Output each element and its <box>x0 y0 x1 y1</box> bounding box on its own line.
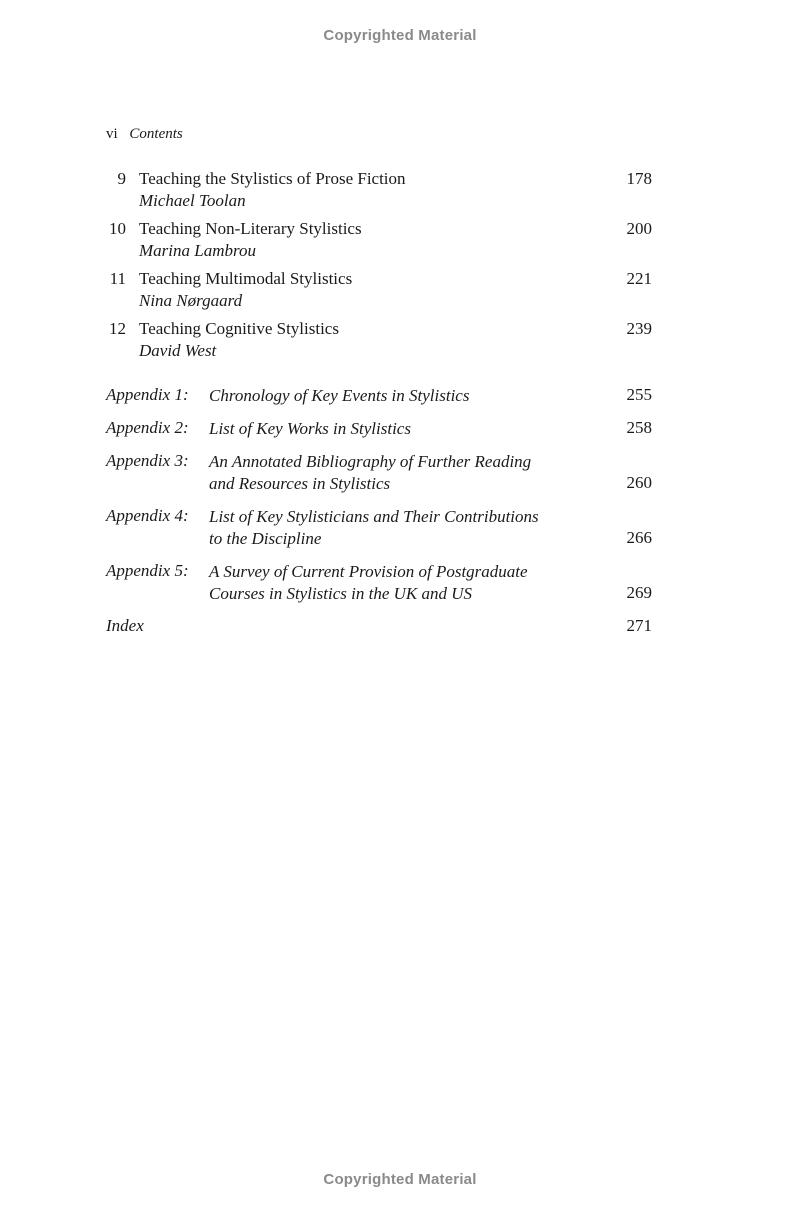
appendix-title-line: and Resources in Stylistics <box>209 474 391 493</box>
appendix-title: Chronology of Key Events in Stylistics <box>209 386 470 405</box>
toc-appendix[interactable] <box>106 506 652 561</box>
toc-appendix[interactable] <box>106 418 652 451</box>
chapter-author: Nina Nørgaard <box>139 291 243 310</box>
appendix-title <box>209 451 531 495</box>
chapter-list <box>106 169 652 369</box>
chapter-author: Marina Lambrou <box>139 241 256 260</box>
toc-chapter[interactable] <box>106 269 652 319</box>
toc-appendix[interactable] <box>106 451 652 506</box>
appendix-title-line: Courses in Stylistics in the UK and US <box>209 584 473 603</box>
running-head-title: Contents <box>129 126 183 142</box>
appendix-label: Appendix 2: <box>106 418 189 437</box>
appendix-page: 266 <box>626 528 652 547</box>
appendix-label: Appendix 4: <box>106 506 189 525</box>
chapter-title: Teaching Non-Literary Stylistics <box>139 219 362 238</box>
toc-appendix[interactable] <box>106 561 652 616</box>
page-folio: vi <box>106 126 118 142</box>
toc-chapter[interactable] <box>106 219 652 269</box>
running-head <box>106 126 183 143</box>
appendix-label: Appendix 5: <box>106 561 189 580</box>
appendix-title-line: List of Key Stylisticians and Their Contributions <box>209 507 539 526</box>
appendix-label: Appendix 1: <box>106 385 189 404</box>
copyright-watermark-top: Copyrighted Material <box>323 27 477 44</box>
index-label: Index <box>106 616 144 635</box>
chapter-page: 221 <box>626 269 652 288</box>
copyright-watermark-bottom: Copyrighted Material <box>323 1171 477 1188</box>
appendix-title-line: to the Discipline <box>209 529 322 548</box>
chapter-page: 200 <box>626 219 652 238</box>
appendix-page: 269 <box>626 583 652 602</box>
appendix-page: 258 <box>626 418 652 437</box>
chapter-number: 9 <box>117 169 126 188</box>
appendix-title <box>209 561 528 605</box>
appendix-title <box>209 506 539 550</box>
appendix-page: 255 <box>626 385 652 404</box>
appendix-page: 260 <box>626 473 652 492</box>
chapter-number: 11 <box>109 269 126 288</box>
chapter-page: 178 <box>626 169 652 188</box>
appendix-label: Appendix 3: <box>106 451 189 470</box>
index-page: 271 <box>626 616 652 635</box>
toc-appendix[interactable] <box>106 385 652 418</box>
appendix-title-line: An Annotated Bibliography of Further Reading <box>209 452 532 471</box>
appendix-title-line: A Survey of Current Provision of Postgraduate <box>209 562 528 581</box>
chapter-title: Teaching Multimodal Stylistics <box>139 269 353 288</box>
chapter-author: David West <box>139 341 217 360</box>
chapter-author: Michael Toolan <box>139 191 246 210</box>
toc-index[interactable] <box>106 616 652 649</box>
chapter-number: 10 <box>109 219 126 238</box>
toc-chapter[interactable] <box>106 319 652 369</box>
appendix-title: List of Key Works in Stylistics <box>209 419 411 438</box>
chapter-title: Teaching Cognitive Stylistics <box>139 319 339 338</box>
chapter-page: 239 <box>626 319 652 338</box>
appendix-list <box>106 385 652 649</box>
chapter-number: 12 <box>109 319 126 338</box>
toc-chapter[interactable] <box>106 169 652 219</box>
chapter-title: Teaching the Stylistics of Prose Fiction <box>139 169 406 188</box>
